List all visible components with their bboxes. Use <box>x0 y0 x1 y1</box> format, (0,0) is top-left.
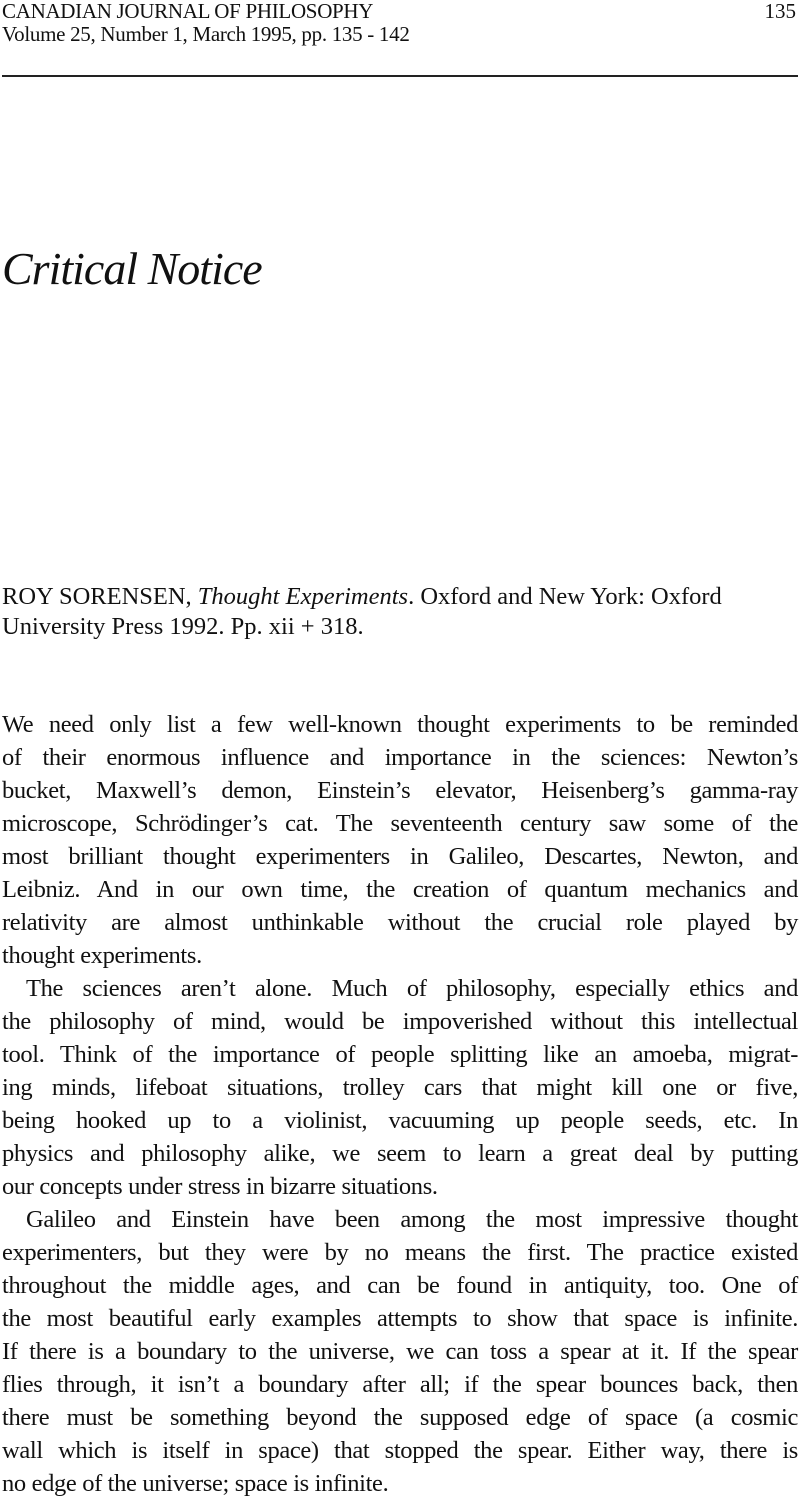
body-line: physics and philosophy alike, we seem to learn a great deal by putting <box>2 1140 798 1167</box>
body-line: ing minds, lifeboat situations, trolley cars that might kill one or five, <box>2 1074 798 1101</box>
body-line: wall which is itself in space) that stopped the spear. Either way, there is <box>2 1437 798 1464</box>
body-line: The sciences aren’t alone. Much of philosophy, especially ethics and <box>26 975 798 1002</box>
body-line: If there is a boundary to the universe, we can toss a spear at it. If the spear <box>2 1338 798 1365</box>
issue-info: Volume 25, Number 1, March 1995, pp. 135 - 142 <box>2 22 410 46</box>
body-line: relativity are almost unthinkable without the crucial role played by <box>2 909 798 936</box>
body-line: the philosophy of mind, would be impoverished without this intellectual <box>2 1008 798 1035</box>
body-line: being hooked up to a violinist, vacuuming up people seeds, etc. In <box>2 1107 798 1134</box>
body-line: throughout the middle ages, and can be found in antiquity, too. One of <box>2 1272 798 1299</box>
body-line: experimenters, but they were by no means the first. The practice existed <box>2 1239 798 1266</box>
journal-name: CANADIAN JOURNAL OF PHILOSOPHY <box>2 0 374 23</box>
citation-author: ROY SORENSEN, <box>2 583 192 610</box>
body-line: there must be something beyond the supposed edge of space (a cosmic <box>2 1404 798 1431</box>
body-line: no edge of the universe; space is infinite. <box>2 1470 389 1497</box>
body-line: bucket, Maxwell’s demon, Einstein’s elevator, Heisenberg’s gamma-ray <box>2 777 798 804</box>
body-line: of their enormous influence and importance in the sciences: Newton’s <box>2 744 798 771</box>
body-line: flies through, it isn’t a boundary after all; if the spear bounces back, then <box>2 1371 798 1398</box>
body-line: Galileo and Einstein have been among the most impressive thought <box>26 1206 798 1233</box>
body-line: thought experiments. <box>2 942 202 969</box>
citation-line-1 <box>2 582 798 612</box>
body-line: our concepts under stress in bizarre situations. <box>2 1173 438 1200</box>
body-line: the most beautiful early examples attempts to show that space is infinite. <box>2 1305 798 1332</box>
page-number: 135 <box>764 0 796 23</box>
header-rule <box>2 75 798 77</box>
citation-line-2: University Press 1992. Pp. xii + 318. <box>2 613 364 640</box>
body-line: most brilliant thought experimenters in Galileo, Descartes, Newton, and <box>2 843 798 870</box>
body-line: We need only list a few well-known thought experiments to be reminded <box>2 711 798 738</box>
body-line: microscope, Schrödinger’s cat. The seventeenth century saw some of the <box>2 810 798 837</box>
body-line: Leibniz. And in our own time, the creation of quantum mechanics and <box>2 876 798 903</box>
citation-book-title: Thought Experiments <box>197 583 409 610</box>
body-line: tool. Think of the importance of people splitting like an amoeba, migrat- <box>2 1041 798 1068</box>
section-title: Critical Notice <box>2 243 262 294</box>
citation-publisher: . Oxford and New York: Oxford <box>408 583 722 610</box>
